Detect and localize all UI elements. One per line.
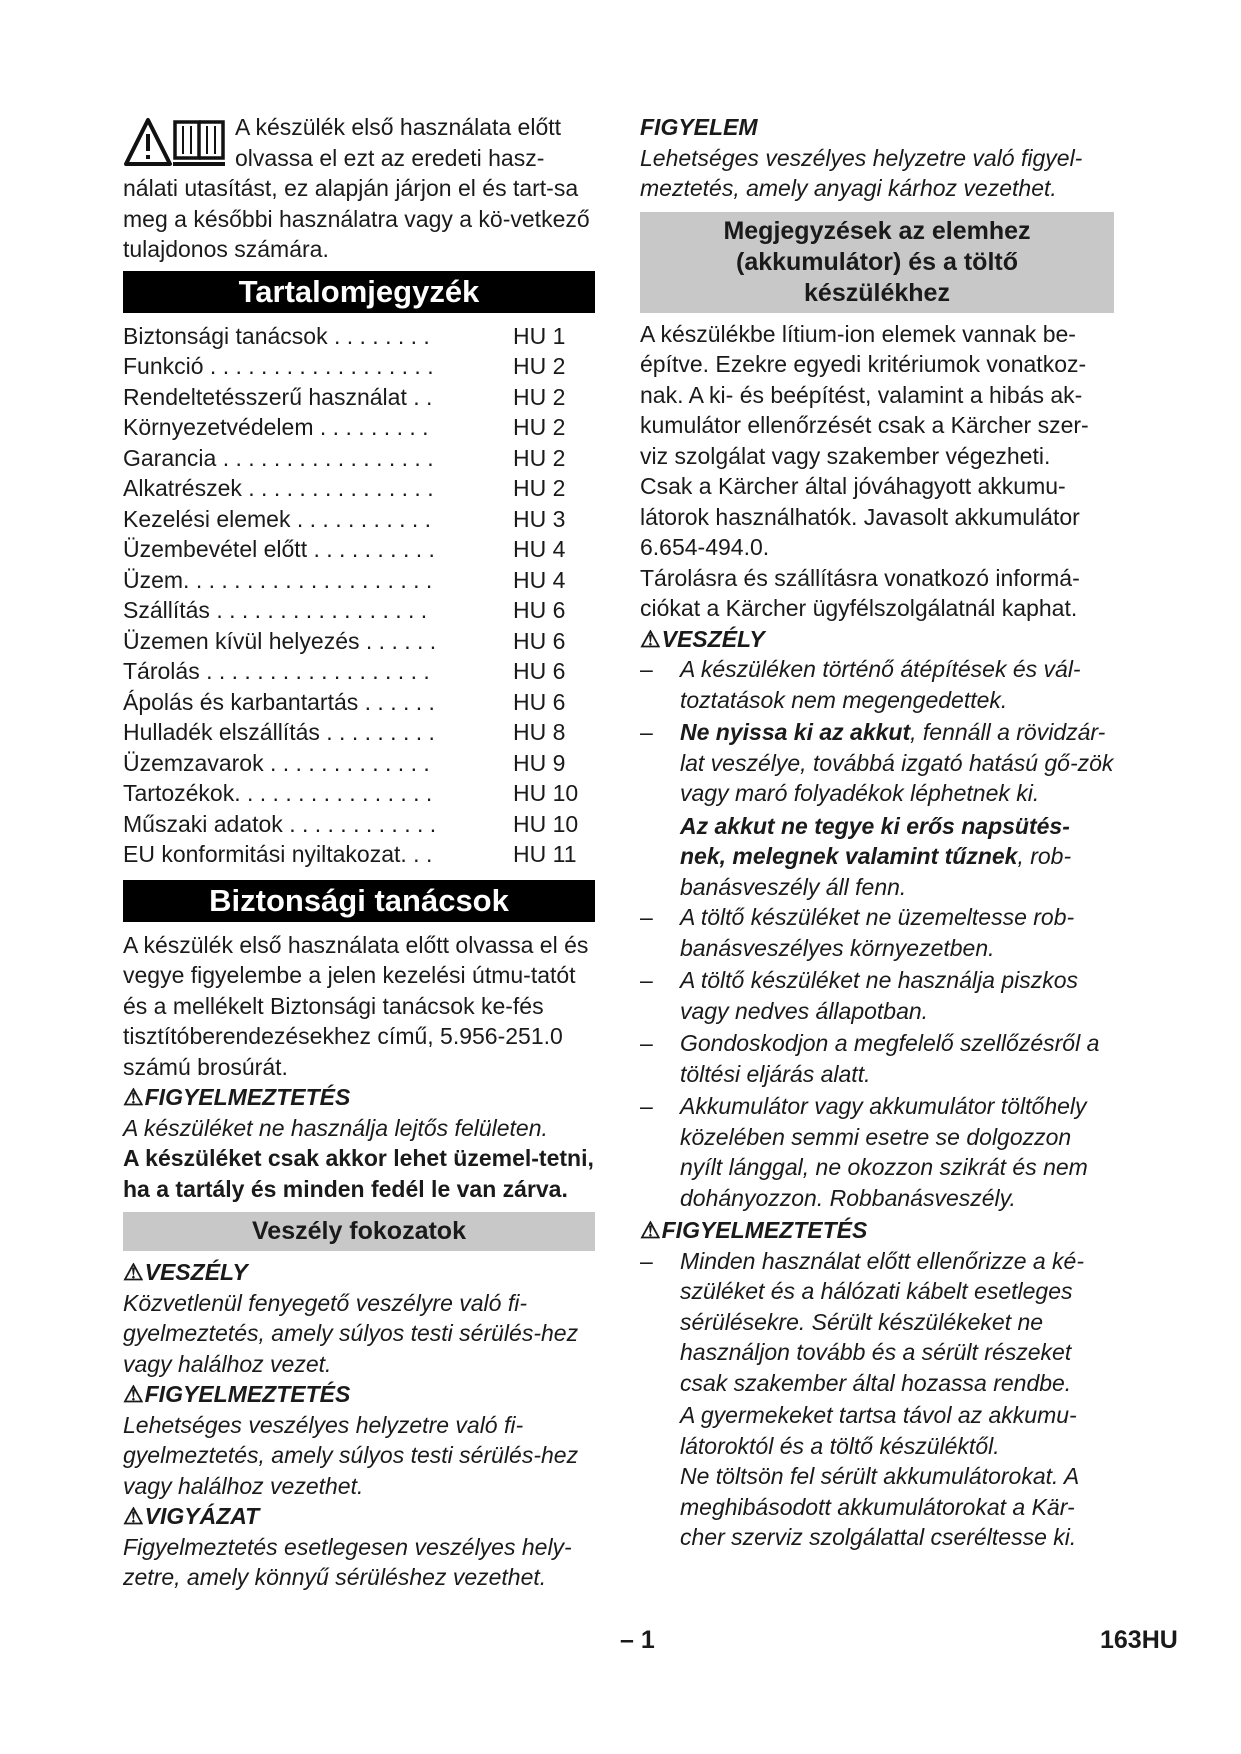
page-number: – 1 (620, 1626, 655, 1654)
toc-item-page: HU 3 (513, 505, 566, 532)
toc-item (123, 412, 595, 443)
toc-item-page: HU 6 (513, 597, 566, 623)
toc-item-label: Üzem. . . . . . . . . . . . . . . . . . . . (123, 566, 433, 593)
toc-item-page: HU 2 (513, 353, 566, 379)
toc-item-page: HU 2 (513, 444, 566, 471)
list-item: – Akkumulátor vagy akkumulátor töltőhely közelében semmi esetre se dolgozzon nyílt lánggal, ne okozzon szikrát és nem dohányozzon. Robbanásveszély. (640, 1093, 1088, 1211)
toc-item-page: HU 9 (513, 749, 566, 776)
list-item: – Gondoskodjon a megfelelő szellőzésről a töltési eljárás alatt. (640, 1030, 1100, 1087)
toc-item-page: HU 6 (513, 688, 566, 715)
toc-item-label: Szállítás . . . . . . . . . . . . . . . . . (123, 597, 428, 623)
warning-triangle-icon: ⚠ (123, 1084, 144, 1110)
list-subitem: Ne töltsön fel sérült akkumulátorokat. A meghibásodott akkumulátorokat a Kär-cher szerviz szolgálattal cseréltesse ki. (680, 1463, 1079, 1550)
safety-paragraph: A készülék első használata előtt olvassa el és vegye figyelembe a jelen kezelési útmu-tatót és a mellékelt Biztonsági tanácsok ke-fés tisztítóberendezésekhez című, 5.956-251.0 számú brosúrát. (123, 931, 589, 1080)
toc-item-label: Környezetvédelem . . . . . . . . . (123, 414, 429, 440)
toc-item-page: HU 10 (513, 780, 579, 806)
left-column (123, 112, 595, 1593)
battery-para-2: Csak a Kärcher által jóváhagyott akkumu-látorok használhatók. Javasolt akkumulátor 6.654-494.0. (640, 473, 1080, 560)
toc-item (123, 809, 595, 840)
toc-item (123, 748, 595, 779)
toc-item (123, 473, 595, 504)
toc-item (123, 778, 595, 809)
list-item: – A töltő készüléket ne használja piszkos vagy nedves állapotban. (640, 967, 1079, 1024)
warning-label: ⚠FIGYELMEZTETÉS (123, 1379, 595, 1410)
safety-warning-text: A készüléket ne használja lejtős felületen. (123, 1114, 548, 1141)
toc-item-page: HU 8 (513, 719, 566, 745)
toc-item-label: Rendeltetésszerű használat . . (123, 383, 433, 410)
danger-text: Közvetlenül fenyegető veszélyre való fi-gyelmeztetés, amely súlyos testi sérülés-hez vagy halálhoz vezet. (123, 1289, 579, 1377)
toc-item-label: Biztonsági tanácsok . . . . . . . . (123, 322, 430, 349)
toc-item-page: HU 6 (513, 627, 566, 654)
toc-item-label: Tartozékok. . . . . . . . . . . . . . . . (123, 780, 433, 806)
list-item: – Ne nyissa ki az akkut, fennáll a rövidzár-lat veszélye, továbbá izgató hatású gő-zök vagy maró folyadékok léphetnek ki. (640, 719, 1114, 806)
toc-item-label: Tárolás . . . . . . . . . . . . . . . . . . (123, 658, 430, 684)
toc-item (123, 839, 595, 870)
toc-item-page: HU 11 (513, 841, 577, 867)
toc-item (123, 626, 595, 657)
warning-triangle-icon: ⚠ (640, 1217, 661, 1243)
toc-item (123, 351, 595, 382)
caution-label: ⚠VIGYÁZAT (123, 1501, 595, 1532)
toc-item-label: Üzemzavarok . . . . . . . . . . . . . (123, 749, 430, 776)
toc-item-label: Funkció . . . . . . . . . . . . . . . . . . (123, 353, 434, 379)
toc-item (123, 656, 595, 687)
toc-item (123, 595, 595, 626)
toc-item (123, 717, 595, 748)
safety-bold-text: A készüléket csak akkor lehet üzemel-tetni, ha a tartály és minden fedél le van zárva. (123, 1145, 594, 1202)
warning-manual-icon (123, 114, 227, 172)
list-item: – A töltő készüléket ne üzemeltesse rob-banásveszélyes környezetben. (640, 904, 1075, 961)
toc-item-label: Műszaki adatok . . . . . . . . . . . . (123, 810, 437, 837)
toc-item-page: HU 6 (513, 658, 566, 684)
caution-text: Figyelmeztetés esetlegesen veszélyes hely-zetre, amely könnyű sérüléshez vezethet. (123, 1533, 572, 1590)
page-code: 163HU (1100, 1626, 1178, 1654)
battery-para-1: A készülékbe lítium-ion elemek vannak be-építve. Ezekre egyedi kritériumok vonatkoz-nak. A ki- és beépítést, valamint a hibás ak-kumulátor ellenőrzését csak a Kärcher szer-viz szolgálat vagy szakember végezheti. (640, 320, 1089, 469)
toc-item (123, 565, 595, 596)
manual-book-icon (173, 122, 225, 164)
warning-triangle-icon (126, 120, 170, 164)
battery-heading: Megjegyzések az elemhez (akkumulátor) és a töltő készülékhez (640, 212, 1114, 313)
toc-item-label: EU konformitási nyiltakozat. . . (123, 841, 433, 867)
battery-danger-label: ⚠VESZÉLY (640, 624, 1114, 655)
warning-triangle-icon: ⚠ (123, 1259, 144, 1285)
toc-item-page: HU 2 (513, 383, 566, 410)
warning-triangle-icon: ⚠ (123, 1381, 144, 1407)
list-subitem: Az akkut ne tegye ki erős napsütés-nek, melegnek valamint tűznek, rob-banásveszély áll fenn. (680, 812, 1072, 900)
toc-item-page: HU 4 (513, 566, 566, 593)
toc-item-label: Ápolás és karbantartás . . . . . . (123, 688, 435, 715)
toc-item-page: HU 1 (513, 322, 566, 349)
safety-warning-label: ⚠FIGYELMEZTETÉS (123, 1082, 595, 1113)
toc-item-page: HU 2 (513, 414, 566, 440)
warning-text: Lehetséges veszélyes helyzetre való fi-gyelmeztetés, amely súlyos testi sérülés-hez vagy halálhoz vezethet. (123, 1411, 579, 1499)
danger-label: ⚠VESZÉLY (123, 1257, 595, 1288)
toc-item-label: Üzembevétel előtt . . . . . . . . . . (123, 536, 435, 562)
toc-item-label: Garancia . . . . . . . . . . . . . . . . . (123, 444, 434, 471)
warning-triangle-icon: ⚠ (640, 625, 661, 652)
toc-heading: Tartalomjegyzék (123, 271, 595, 313)
list-subitem: A gyermekeket tartsa távol az akkumu-látoroktól és a töltő készüléktől. (680, 1402, 1077, 1459)
toc-item-label: Üzemen kívül helyezés . . . . . . (123, 627, 437, 654)
right-column (640, 112, 1114, 1553)
toc-item-label: Kezelési elemek . . . . . . . . . . . (123, 505, 432, 532)
intro-paragraph: A készülék első használata előtt olvassa el ezt az eredeti hasz-nálati utasítást, ez alapján járjon el és tart-sa meg a későbbi használatra vagy a kö-vetkező tulajdonos számára. (123, 114, 590, 262)
toc-item (123, 534, 595, 565)
toc-item-label: Hulladék elszállítás . . . . . . . . . (123, 719, 435, 745)
toc-item-label: Alkatrészek . . . . . . . . . . . . . . . (123, 475, 434, 501)
safety-heading: Biztonsági tanácsok (123, 880, 595, 922)
toc-item (123, 443, 595, 474)
toc-item (123, 504, 595, 535)
toc-item (123, 687, 595, 718)
toc-item (123, 321, 595, 352)
attention-text: Lehetséges veszélyes helyzetre való figyel-meztetés, amely anyagi kárhoz vezethet. (640, 144, 1083, 201)
toc-item (123, 382, 595, 413)
warning-triangle-icon: ⚠ (123, 1503, 144, 1529)
battery-warning-label: ⚠FIGYELMEZTETÉS (640, 1215, 1114, 1246)
toc-item-page: HU 2 (513, 475, 566, 501)
list-item: – Minden használat előtt ellenőrizze a ké-szüléket és a hálózati kábelt esetleges sérülésekre. Sérült készülékeket ne használjon tovább és a sérült részeket csak szakember által hozassa rendbe. (640, 1247, 1085, 1396)
toc-item-page: HU 4 (513, 536, 566, 562)
levels-heading: Veszély fokozatok (123, 1212, 595, 1251)
battery-para-3: Tárolásra és szállításra vonatkozó informá-ciókat a Kärcher ügyfélszolgálatnál kaphat. (640, 564, 1080, 621)
attention-label: FIGYELEM (640, 114, 758, 140)
toc-item-page: HU 10 (513, 810, 579, 837)
toc-list (123, 321, 595, 870)
list-item: – A készüléken történő átépítések és vál-toztatások nem megengedettek. (640, 656, 1081, 713)
